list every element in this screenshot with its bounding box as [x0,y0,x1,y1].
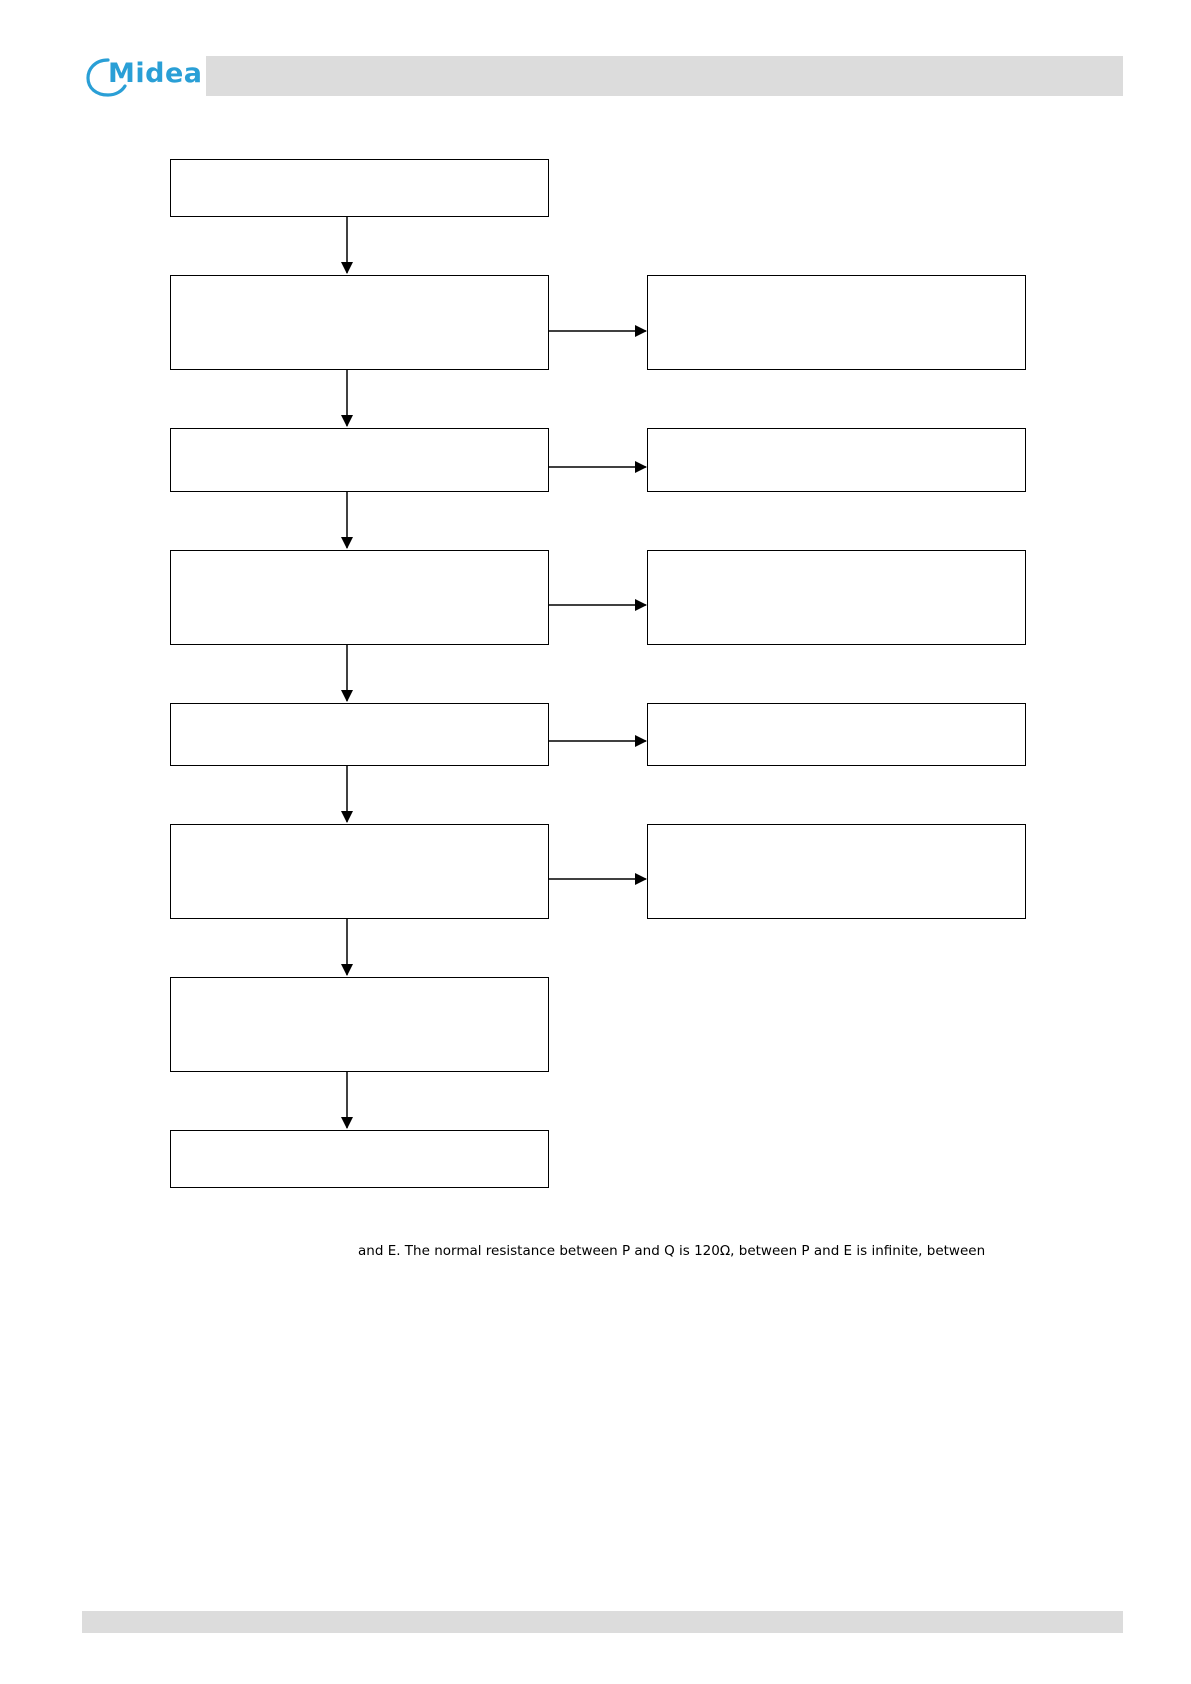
flow-side-box [647,703,1026,766]
resistance-note: and E. The normal resistance between P and Q is 120Ω, between P and E is infinite, between [358,1243,986,1259]
flow-side-box [647,275,1026,370]
brand-logo-text: Midea [108,58,203,89]
flow-step-box [170,275,549,370]
flow-step-box [170,550,549,645]
flow-step-box [170,703,549,766]
flow-step-box [170,977,549,1072]
flow-step-box [170,824,549,919]
flow-step-box [170,428,549,492]
flow-side-box [647,550,1026,645]
flow-side-box [647,428,1026,492]
flow-step-box [170,1130,549,1188]
footer-band [82,1611,1123,1633]
flow-side-box [647,824,1026,919]
flow-step-box [170,159,549,217]
